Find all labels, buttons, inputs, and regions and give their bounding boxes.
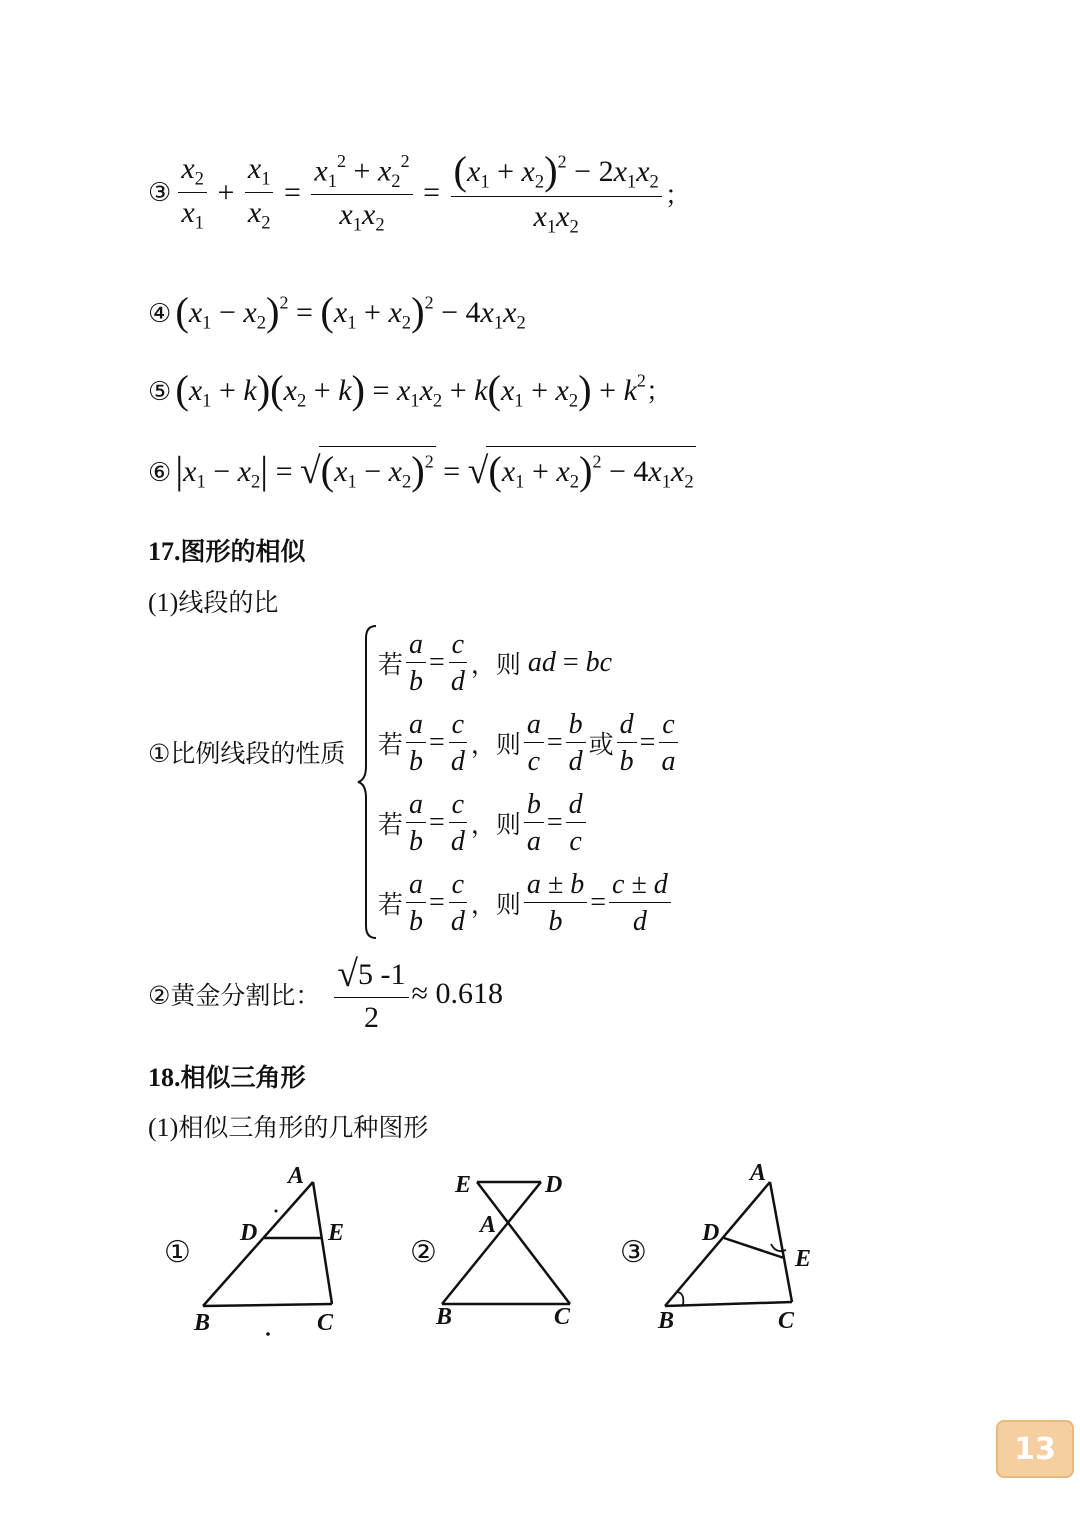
figure-3-point-E: E bbox=[795, 1246, 812, 1272]
formula-4: $④(x_1 - x_2)^2 = (x_1 + x_2)^2 - 4x_1x_2$ bbox=[148, 289, 526, 334]
section-17-sub1-label: (1) bbox=[148, 588, 179, 617]
ruo-1: 若 bbox=[378, 650, 404, 680]
section-17-title: 图形的相似 bbox=[180, 537, 306, 566]
formula-6-marker: ⑥ bbox=[148, 457, 172, 488]
figure-3-point-B: B bbox=[658, 1308, 675, 1334]
figure-1-point-C: C bbox=[317, 1310, 334, 1336]
figure-1-point-E: E bbox=[328, 1220, 345, 1246]
proportion-row-2: 若 $\frac{a}{b}$ = $\frac{c}{d}$ ，则 $\frac{a}{c}$ = $\frac{b}{d}$ 或 $\frac{d}{b}$ = $\frac{c}{a}$ bbox=[378, 710, 681, 777]
section-18-heading bbox=[148, 1058, 306, 1094]
figure-2-point-B: B bbox=[436, 1304, 453, 1330]
figure-1-point-A: A bbox=[288, 1163, 305, 1189]
formula-3-marker: ③ bbox=[148, 178, 172, 209]
formula-5-end: ； bbox=[645, 376, 672, 407]
section-18-sub1 bbox=[148, 1108, 428, 1144]
ruo-3: 若 bbox=[378, 810, 404, 840]
ze-4: ，则 bbox=[470, 890, 521, 920]
ze-2: ，则 bbox=[470, 730, 521, 760]
figure-1-marker: ① bbox=[164, 1235, 191, 1270]
section-17-number: 17. bbox=[148, 537, 181, 566]
figure-3-point-C: C bbox=[778, 1308, 795, 1334]
golden-ratio: ②黄金分割比： $\frac{√5 -1}{2}$ ≈ 0.618 bbox=[148, 954, 503, 1035]
figure-3-point-D: D bbox=[702, 1220, 720, 1246]
section-18-sub1-text: 相似三角形的几种图形 bbox=[178, 1113, 429, 1142]
page-number: 13 bbox=[1014, 1431, 1056, 1467]
golden-approx: ≈ 0.618 bbox=[411, 977, 503, 1011]
section-17-heading bbox=[148, 532, 306, 568]
proportion-row-4: 若 $\frac{a}{b}$ = $\frac{c}{d}$ ，则 $\frac{a \pm b}{b}$ = $\frac{c \pm d}{d}$ bbox=[378, 870, 674, 937]
section-18-number: 18. bbox=[148, 1063, 181, 1092]
figure-2-point-E: E bbox=[455, 1172, 472, 1198]
similar-triangle-figures bbox=[0, 1150, 1080, 1350]
huo: 或 bbox=[588, 730, 614, 760]
proportion-property-text: ①比例线段的性质 bbox=[148, 739, 346, 768]
ruo-4: 若 bbox=[378, 890, 404, 920]
figure-1-point-B: B bbox=[194, 1310, 211, 1336]
ze-3: ，则 bbox=[470, 810, 521, 840]
curly-brace bbox=[356, 624, 380, 940]
figure-2-point-A: A bbox=[480, 1212, 497, 1238]
formula-3-end: ； bbox=[664, 180, 691, 211]
formula-4-marker: ④ bbox=[148, 298, 172, 329]
golden-numerator: 5 -1 bbox=[358, 957, 406, 991]
figure-2-point-D: D bbox=[545, 1172, 563, 1198]
proportion-row-1: 若 $\frac{a}{b}$ = $\frac{c}{d}$ ，则 ad = bc bbox=[378, 629, 613, 698]
figure-3-point-A: A bbox=[750, 1160, 767, 1186]
section-17-sub1-text: 线段的比 bbox=[178, 588, 279, 617]
figure-2-point-C: C bbox=[554, 1304, 571, 1330]
figure-1 bbox=[164, 1163, 344, 1336]
section-17-sub1 bbox=[148, 583, 278, 619]
formula-5-marker: ⑤ bbox=[148, 376, 172, 407]
proportion-row-3: 若 $\frac{a}{b}$ = $\frac{c}{d}$ ，则 $\frac{b}{a}$ = $\frac{d}{c}$ bbox=[378, 790, 589, 857]
proportion-property-label bbox=[148, 734, 345, 770]
figure-3-marker: ③ bbox=[620, 1235, 647, 1270]
figure-2 bbox=[410, 1172, 571, 1330]
page-number-badge bbox=[996, 1420, 1074, 1478]
formula-6: ⑥ $|x_1 - x_2| = √(x_1 - x_2)^2 = √(x_1 + x_2)^2 - 4x_1x_2$ bbox=[148, 448, 694, 493]
section-18-sub1-label: (1) bbox=[148, 1113, 179, 1142]
section-18-title: 相似三角形 bbox=[180, 1063, 306, 1092]
figure-1-point-D: D bbox=[240, 1220, 258, 1246]
formula-5: $⑤(x_1 + k)(x_2 + k) = x_1x_2 + k(x_1 + x_2) + k^2$； bbox=[148, 367, 672, 412]
golden-ratio-label: ②黄金分割比： bbox=[148, 981, 321, 1011]
figure-3 bbox=[620, 1160, 811, 1334]
ruo-2: 若 bbox=[378, 730, 404, 760]
ze-1: ，则 bbox=[470, 650, 521, 680]
golden-denominator: 2 bbox=[363, 1001, 379, 1035]
figure-2-marker: ② bbox=[410, 1235, 437, 1270]
formula-3: ③ $\frac{x_2}{x_1}$ + $\frac{x_1}{x_2}$ = $\frac{x_1^2 + x_2^2}{x_1x_2}$ = $\frac{(x_1 + x_2)^2 - 2x_1x_2}{x_1x_2}$ ； bbox=[148, 148, 691, 238]
